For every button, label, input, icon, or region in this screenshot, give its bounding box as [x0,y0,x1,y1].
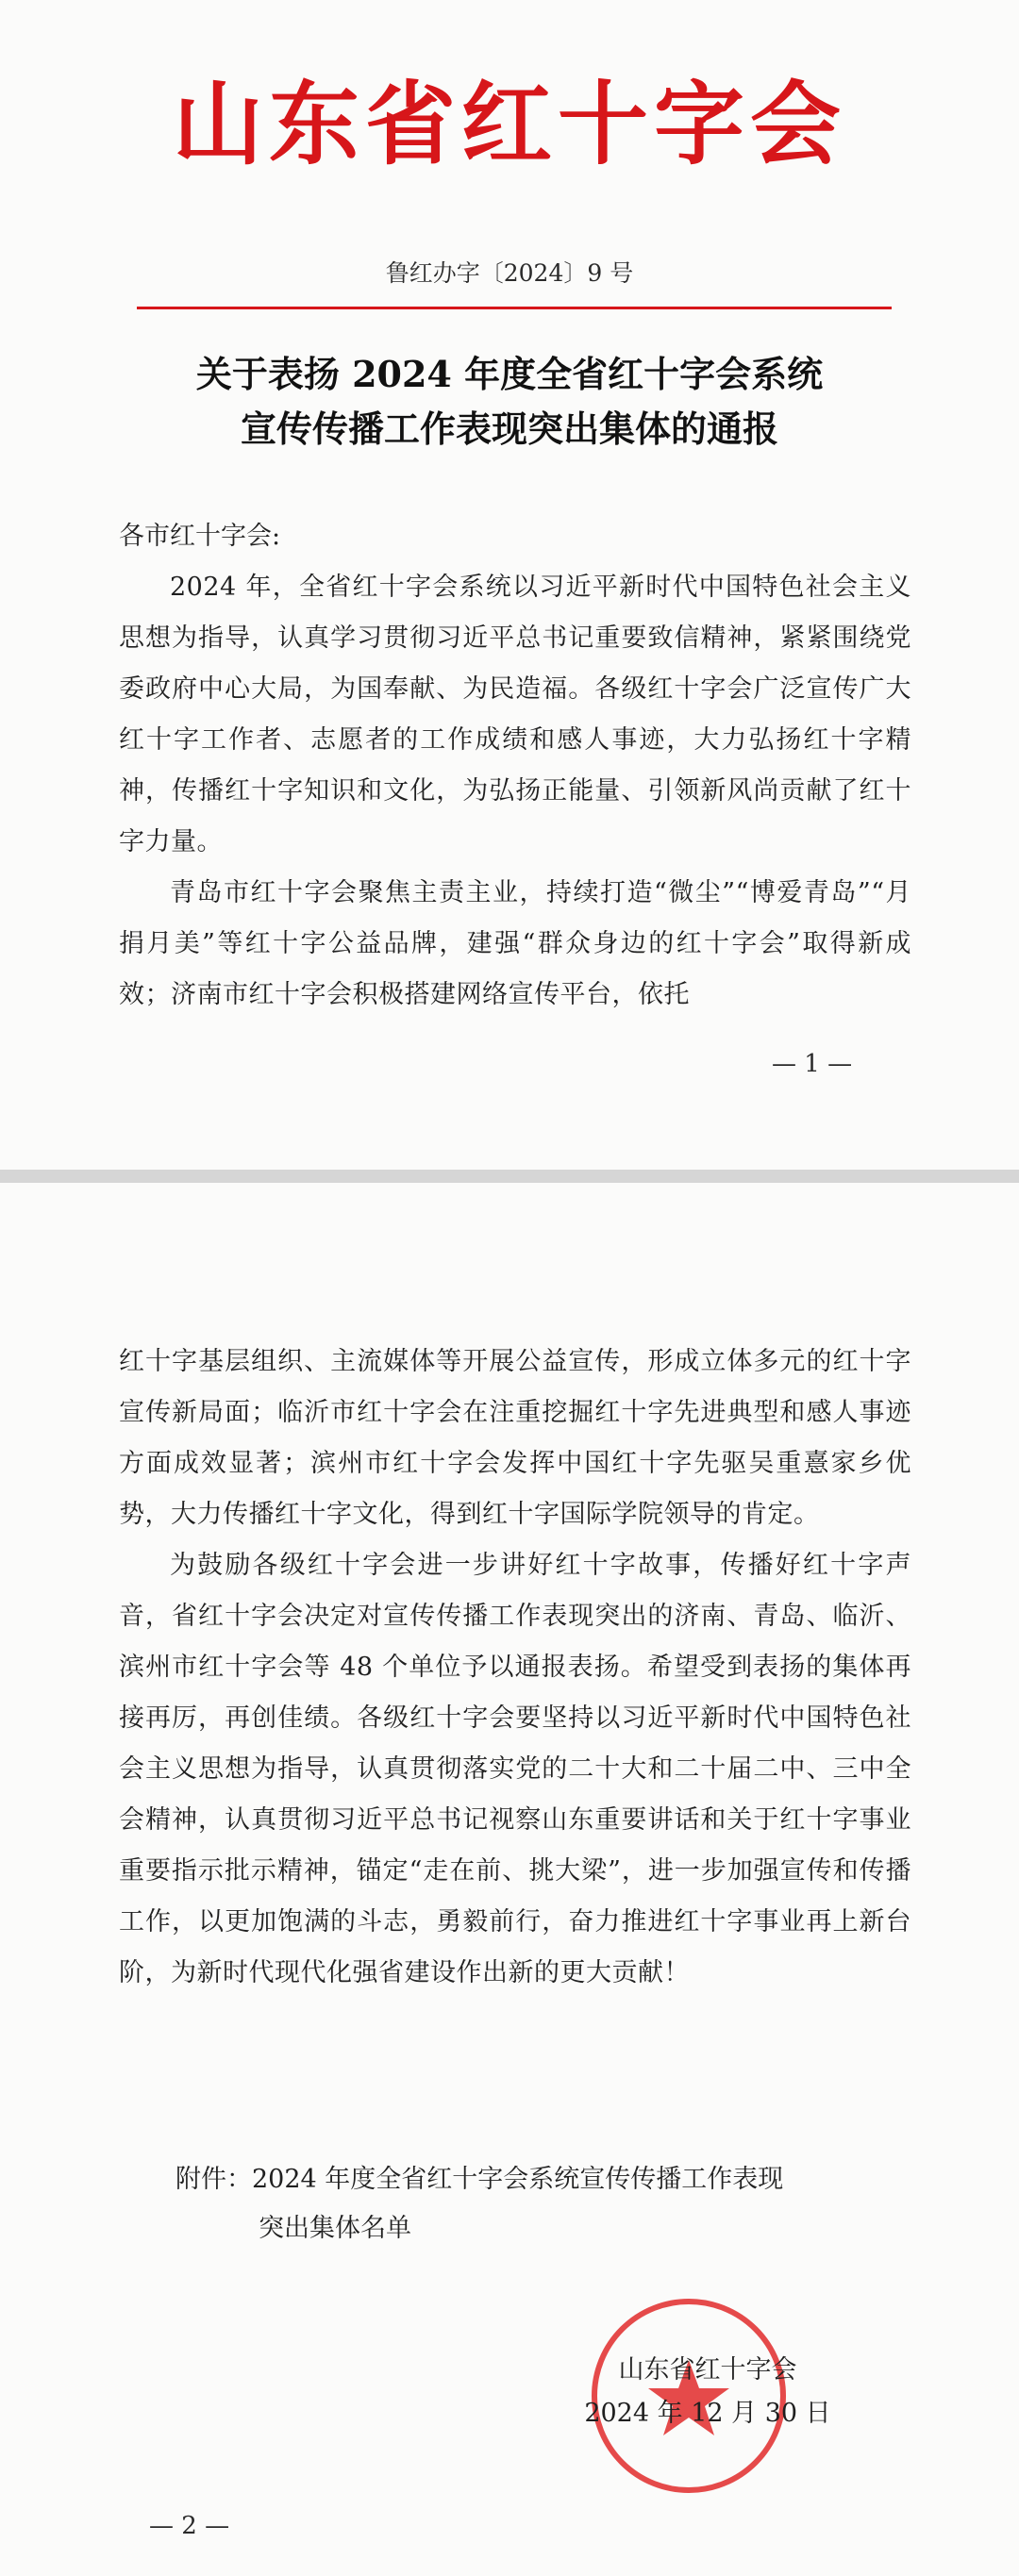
signature-organization: 山东省红十字会 [618,2355,797,2385]
page-number-1: — 1 — [772,1050,853,1078]
paragraph: 青岛市红十字会聚焦主责主业，持续打造“微尘”“博爱青岛”“月捐月美”等红十字公益品牌，建强“群众身边的红十字会”取得新成效；济南市红十字会积极搭建网络宣传平台，依托 [119,878,911,1009]
document-title-line-1: 关于表扬 2024 年度全省红十字会系统 [195,353,824,395]
salutation: 各市红十字会: [119,522,281,551]
paragraph: 2024 年，全省红十字会系统以习近平新时代中国特色社会主义思想为指导，认真学习贯彻习近平总书记重要致信精神，紧紧围绕党委政府中心大局，为国奉献、为民造福。各级红十字会广泛宣传广大红十字工作者、志愿者的工作成绩和感人事迹，大力弘扬红十字精神，传播红十字知识和文化，为弘扬正能量、引领新风尚贡献了红十字力量。 [119,573,911,856]
red-divider-line [137,307,892,309]
signature-block [566,2349,849,2435]
org-header-title: 山东省红十字会 [173,72,846,177]
attachment-note [175,2155,893,2253]
page-separator [0,1170,1019,1183]
body-text-page-2 [119,1337,911,1999]
document-number: 鲁红办字〔2024〕9 号 [385,259,634,287]
attachment-line-1: 附件：2024 年度全省红十字会系统宣传传播工作表现 [175,2165,784,2194]
document-title [0,347,1019,457]
body-text-page-1 [119,562,911,1021]
document-title-line-2: 宣传传播工作表现突出集体的通报 [240,407,778,450]
document-page-1 [0,0,1019,1170]
paragraph: 为鼓励各级红十字会进一步讲好红十字故事，传播好红十字声音，省红十字会决定对宣传传播工作表现突出的济南、青岛、临沂、滨州市红十字会等 48 个单位予以通报表扬。希望受到表扬的集体再接再厉，再创佳绩。各级红十字会要坚持以习近平新时代中国特色社会主义思想为指导，认真贯彻落实党的二十大和二十届二中、三中全会精神，认真贯彻习近平总书记视察山东重要讲话和关于红十字事业重要指示批示精神，锚定“走在前、挑大梁”，进一步加强宣传和传播工作，以更加饱满的斗志，勇毅前行，奋力推进红十字事业再上新台阶，为新时代现代化强省建设作出新的更大贡献！ [119,1551,911,1987]
document-page-2 [0,1183,1019,2576]
page-number-2: — 2 — [149,2512,230,2540]
signature-date: 2024 年 12 月 30 日 [584,2399,831,2428]
paragraph-continuation: 红十字基层组织、主流媒体等开展公益宣传，形成立体多元的红十字宣传新局面；临沂市红十字会在注重挖掘红十字先进典型和感人事迹方面成效显著；滨州市红十字会发挥中国红十字先驱吴重憙家乡优势，大力传播红十字文化，得到红十字国际学院领导的肯定。 [119,1347,911,1529]
attachment-line-2: 突出集体名单 [259,2214,411,2243]
